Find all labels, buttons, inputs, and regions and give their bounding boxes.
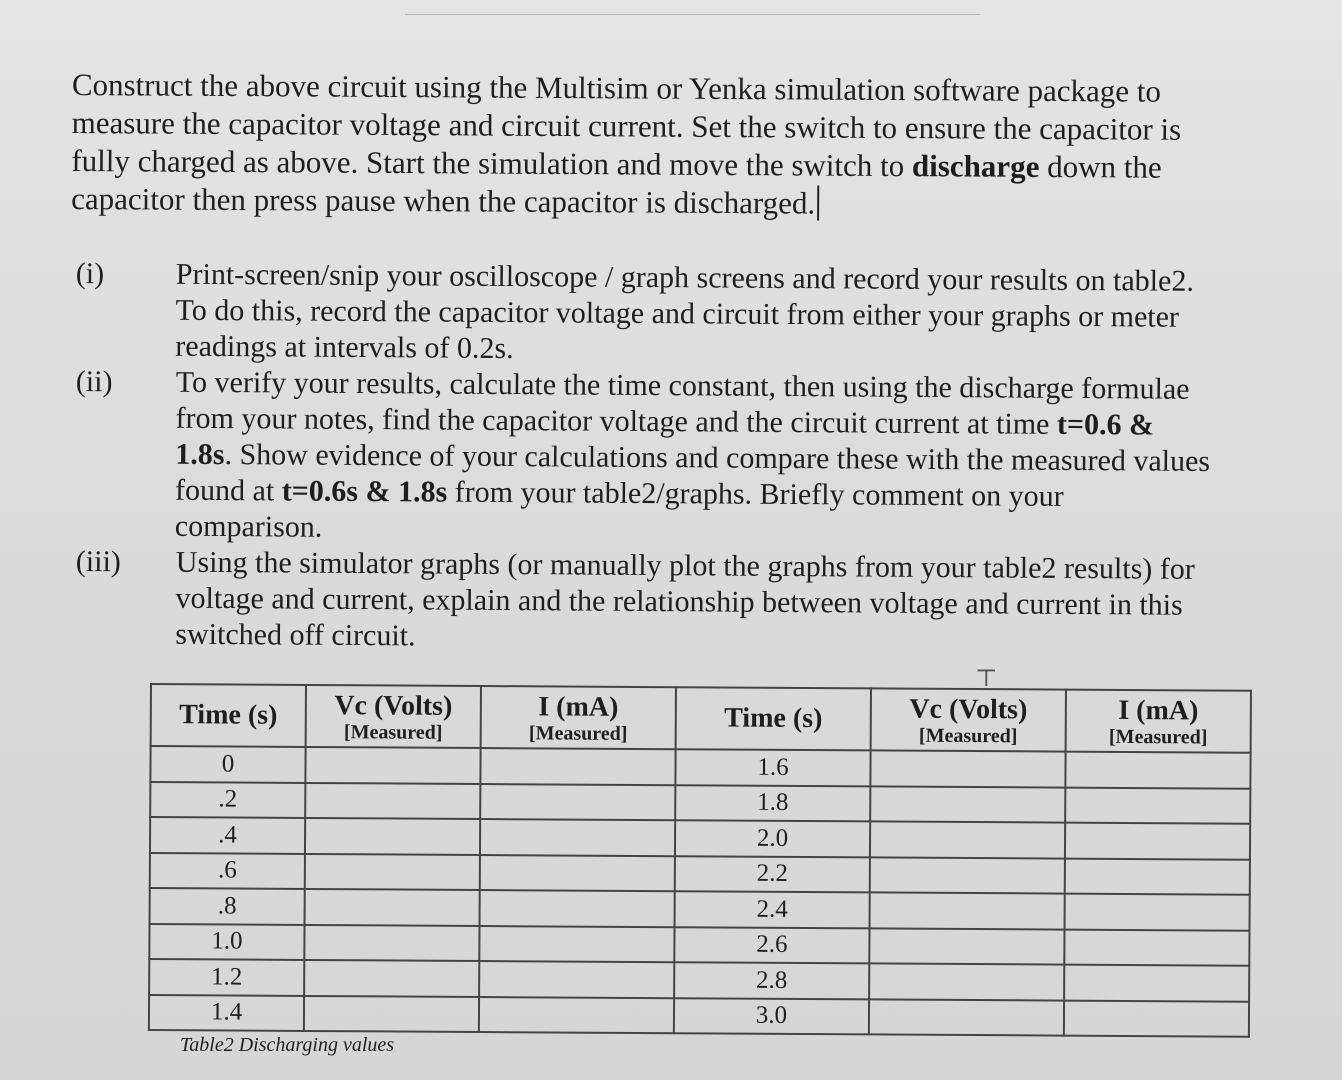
table-cell: 1.2 xyxy=(149,959,304,995)
table-cell: 1.0 xyxy=(149,924,304,960)
table-cell xyxy=(869,963,1064,1000)
table-cell: .2 xyxy=(150,782,305,818)
table-cell xyxy=(1064,965,1249,1002)
table-cell xyxy=(305,818,480,855)
table-cell xyxy=(870,750,1065,787)
table-cell xyxy=(1065,823,1250,860)
table-row xyxy=(149,995,1249,1037)
table-cell xyxy=(479,926,674,963)
table-cell xyxy=(1064,1000,1249,1037)
table-cell xyxy=(479,961,674,998)
table-cell xyxy=(1065,752,1250,789)
table-cell xyxy=(480,819,675,856)
table-cell: 2.2 xyxy=(675,856,870,893)
table-cell xyxy=(304,924,479,961)
table-cell: 2.8 xyxy=(674,962,869,999)
table-cell xyxy=(1064,929,1249,966)
question-text-part: from your table2/graphs. Briefly comment on your comparison. xyxy=(174,475,1064,544)
results-table-wrap xyxy=(148,683,1270,1050)
intro-paragraph xyxy=(71,66,1222,225)
table-cell xyxy=(305,853,480,890)
question-bold-part: t=0.6 & 1.8s xyxy=(175,407,1155,472)
top-table-edge xyxy=(405,0,980,15)
table-cell: 1.8 xyxy=(675,785,870,822)
table-cell xyxy=(1065,858,1250,895)
header-time: Time (s) xyxy=(151,684,306,747)
question-item-i xyxy=(75,256,1216,372)
table-cell xyxy=(480,784,675,821)
table-cell xyxy=(305,747,480,784)
question-bold-part: t=0.6s & 1.8s xyxy=(281,474,448,509)
question-list xyxy=(76,256,1216,652)
table-cell: 2.6 xyxy=(674,927,869,964)
question-number: (iii) xyxy=(75,545,121,579)
table-cell xyxy=(870,821,1065,858)
text-cursor xyxy=(817,186,819,221)
table-cell xyxy=(305,889,480,926)
question-text: Print-screen/snip your oscilloscope / graph screens and record your results on table2. To do this, record the capacitor voltage and circuit from either your graphs or meter readings at intervals of 0.2s. xyxy=(175,257,1195,366)
header-current: I (mA) [Measured] xyxy=(481,686,676,749)
header-vc-2: Vc (Volts) [Measured] xyxy=(871,688,1066,751)
question-text xyxy=(175,365,1216,552)
table-cell: .6 xyxy=(150,853,305,889)
table-cell xyxy=(304,995,479,1032)
table-cell: .8 xyxy=(150,888,305,924)
table-cell xyxy=(870,892,1065,929)
results-table xyxy=(148,683,1252,1038)
table-cell xyxy=(479,997,674,1034)
table-header-row xyxy=(151,684,1251,753)
intro-bold-word: discharge xyxy=(911,148,1040,184)
table-cell xyxy=(304,960,479,997)
question-number: (ii) xyxy=(75,364,113,399)
header-time-2: Time (s) xyxy=(676,687,871,750)
table-cell xyxy=(1065,787,1250,824)
table-cell: 1.6 xyxy=(675,749,870,786)
question-item-ii xyxy=(75,364,1216,552)
header-current-2: I (mA) [Measured] xyxy=(1066,690,1251,753)
question-text-part: . Show evidence of your calculations and compare these with the measured values found at xyxy=(175,438,1211,508)
table-cell xyxy=(305,782,480,819)
table-cell: 2.4 xyxy=(675,891,870,928)
question-number: (i) xyxy=(75,256,105,291)
header-vc: Vc (Volts) [Measured] xyxy=(306,685,481,748)
question-item-iii xyxy=(75,544,1216,660)
table-cell xyxy=(480,890,675,927)
table-cell: 1.4 xyxy=(149,995,304,1031)
intro-text-start: Construct the above circuit using the Multisim or Yenka simulation software package to measure the capacitor voltage and circuit current. Set the switch to ensure the capacitor is fully charged as above. Start the simulation and move the switch to xyxy=(71,66,1182,184)
table-cell xyxy=(1065,894,1250,931)
table-cell xyxy=(870,786,1065,823)
table-cell xyxy=(480,855,675,892)
question-text-part: To verify your results, calculate the time constant, then using the discharge formulae from your notes, find the capacitor voltage and the circuit current at time xyxy=(175,365,1190,441)
table-cell: 2.0 xyxy=(675,820,870,857)
table-cell xyxy=(869,928,1064,965)
table-caption: Table2 Discharging values xyxy=(180,1034,395,1056)
question-text: Using the simulator graphs (or manually plot the graphs from your table2 results) for voltage and current, explain and the relationship between voltage and current in this switched off circuit. xyxy=(175,545,1195,653)
table-cell xyxy=(869,999,1064,1036)
table-cell: 3.0 xyxy=(674,998,869,1035)
intro-text-end: down the capacitor then press pause when the capacitor is discharged. xyxy=(71,148,1162,221)
table-cell: 0 xyxy=(150,746,305,782)
table-cell xyxy=(480,748,675,785)
pen-mark: ⊤ xyxy=(975,666,998,692)
table-cell xyxy=(870,857,1065,894)
table-cell: .4 xyxy=(150,817,305,853)
